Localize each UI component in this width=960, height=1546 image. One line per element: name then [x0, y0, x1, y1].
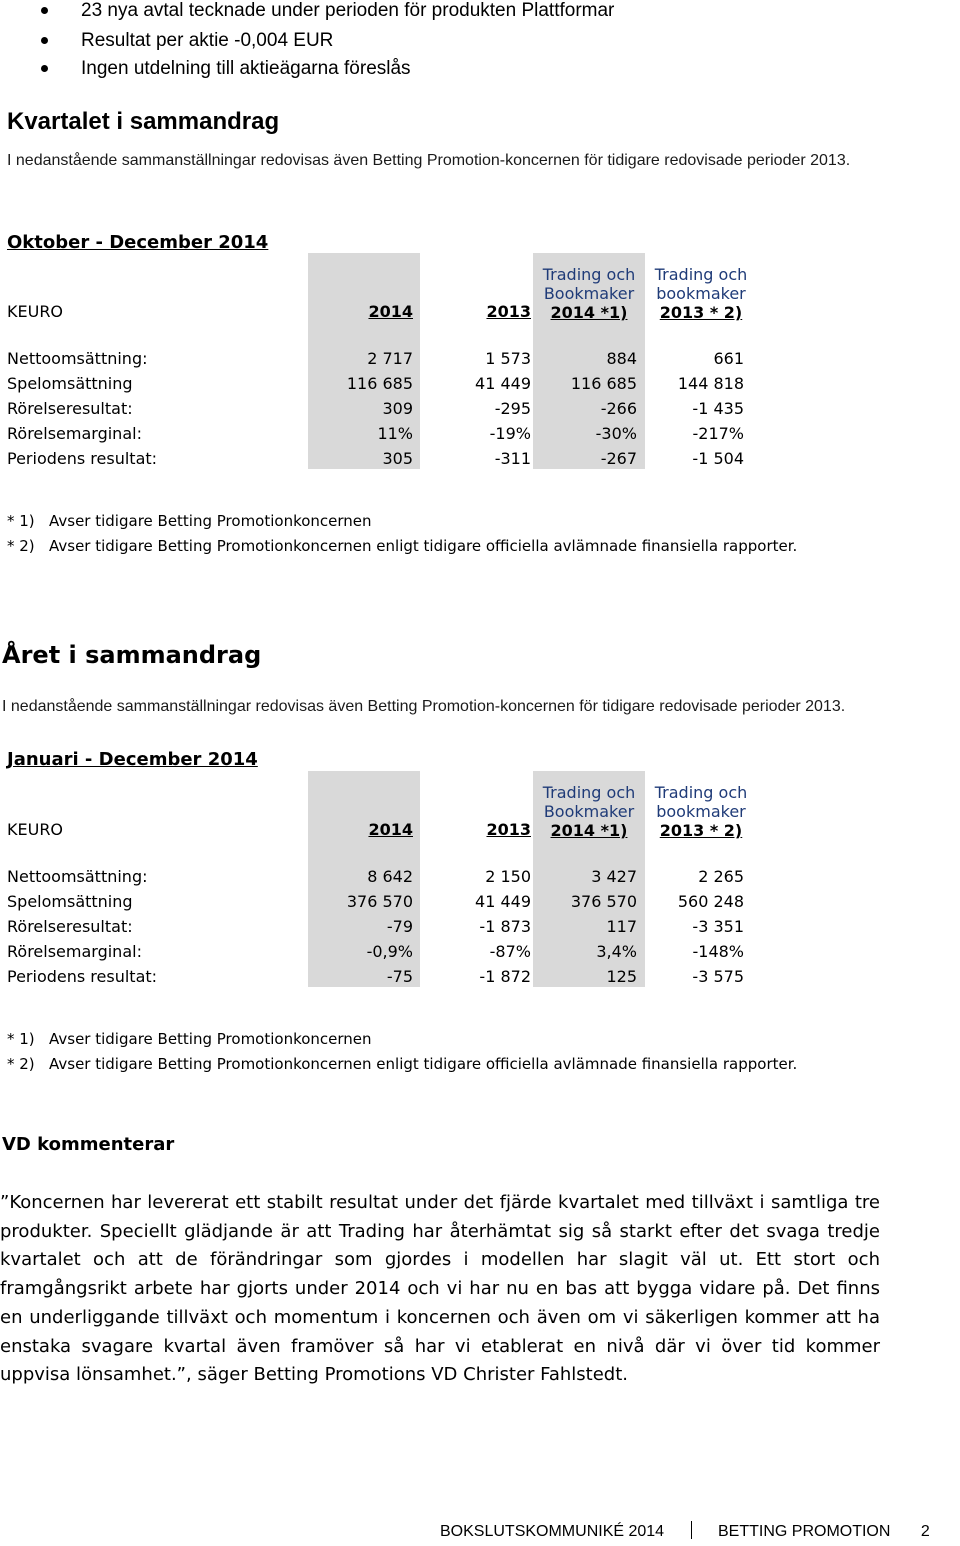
bullet-dot-icon: [41, 37, 48, 44]
table-cell: 8 642: [367, 867, 413, 886]
quarter-period-title: Oktober - December 2014: [7, 232, 269, 253]
table-cell: -148%: [692, 942, 744, 961]
row-label: Rörelsemarginal:: [7, 424, 142, 443]
table-cell: 3 427: [591, 867, 637, 886]
table-cell: 117: [606, 917, 637, 936]
row-label: Periodens resultat:: [7, 449, 158, 468]
table-cell: -30%: [595, 424, 637, 443]
table-cell: 11%: [377, 424, 413, 443]
footnote-key: * 1): [7, 1030, 35, 1048]
table-cell: 116 685: [570, 374, 637, 393]
table-cell: 309: [382, 399, 413, 418]
table-cell: -1 504: [692, 449, 744, 468]
year-period-title: Januari - December 2014: [7, 749, 258, 770]
table-cell: 376 570: [570, 892, 637, 911]
col-header-2013: 2013: [486, 302, 531, 321]
footnote: [7, 1030, 372, 1048]
header-line: Trading och: [542, 265, 636, 284]
footnote-text: Avser tidigare Betting Promotionkoncernen enligt tidigare officiella avlämnade finansiella rapporter.: [49, 1055, 798, 1073]
header-line: 2014 *1): [550, 821, 628, 840]
footnote-text: Avser tidigare Betting Promotionkoncernen: [49, 512, 372, 530]
footnote: [7, 1055, 797, 1073]
footer-doc-title: BOKSLUTSKOMMUNIKÉ 2014: [440, 1523, 665, 1540]
col-header-trading-2014: [533, 783, 645, 840]
table-cell: 1 573: [485, 349, 531, 368]
quarter-heading: Kvartalet i sammandrag: [7, 108, 280, 135]
table-cell: -1 435: [692, 399, 744, 418]
row-label: Rörelseresultat:: [7, 917, 133, 936]
row-label: Rörelsemarginal:: [7, 942, 142, 961]
quarter-table: [0, 252, 960, 472]
table-cell: -19%: [489, 424, 531, 443]
table-cell: 305: [382, 449, 413, 468]
row-label: Rörelseresultat:: [7, 399, 133, 418]
header-line: Trading och: [542, 783, 636, 802]
table-cell: -295: [494, 399, 531, 418]
bullet-text: Ingen utdelning till aktieägarna föreslås: [81, 58, 411, 79]
footer-company: BETTING PROMOTION: [717, 1523, 891, 1540]
table-cell: 116 685: [346, 374, 413, 393]
bullet-dot-icon: [41, 7, 48, 14]
table-cell: 560 248: [677, 892, 744, 911]
table-cell: -75: [386, 967, 413, 986]
row-label: Spelomsättning: [7, 892, 133, 911]
table-cell: -3 575: [692, 967, 744, 986]
header-line: 2013 * 2): [659, 821, 743, 840]
footnote-text: Avser tidigare Betting Promotionkoncernen enligt tidigare officiella avlämnade finansiella rapporter.: [49, 537, 798, 555]
table-cell: -79: [386, 917, 413, 936]
table-cell: 376 570: [346, 892, 413, 911]
table-cell: -87%: [489, 942, 531, 961]
quarter-intro: I nedanstående sammanställningar redovisas även Betting Promotion-koncernen för tidigare redovisade perioder 2013.: [7, 152, 851, 169]
col-header-2014: 2014: [368, 302, 413, 321]
header-line: Trading och: [654, 783, 748, 802]
footnote-key: * 2): [7, 1055, 35, 1073]
table-cell: 144 818: [677, 374, 744, 393]
col-header-trading-2014: [533, 265, 645, 322]
header-line: 2013 * 2): [659, 303, 743, 322]
bullet-text: Resultat per aktie -0,004 EUR: [81, 30, 334, 51]
table-cell: -267: [600, 449, 637, 468]
col-header-trading-2013: [645, 783, 757, 840]
year-intro: I nedanstående sammanställningar redovisas även Betting Promotion-koncernen för tidigare redovisade perioder 2013.: [2, 698, 846, 715]
footer-separator: [691, 1521, 692, 1539]
table-cell: -1 872: [479, 967, 531, 986]
footnote: [7, 512, 372, 530]
table-cell: 3,4%: [596, 942, 637, 961]
table-cell: 2 717: [367, 349, 413, 368]
bullet-dot-icon: [41, 65, 48, 72]
row-label: Nettoomsättning:: [7, 349, 148, 368]
header-line: Bookmaker: [543, 284, 635, 303]
table-cell: 661: [713, 349, 744, 368]
footnote-text: Avser tidigare Betting Promotionkoncernen: [49, 1030, 372, 1048]
header-line: bookmaker: [656, 802, 746, 821]
table-cell: 884: [606, 349, 637, 368]
table-cell: -1 873: [479, 917, 531, 936]
col-header-2013: 2013: [486, 820, 531, 839]
footnote-key: * 2): [7, 537, 35, 555]
table-cell: 2 265: [698, 867, 744, 886]
bullet-text: 23 nya avtal tecknade under perioden för produkten Plattformar: [81, 0, 615, 21]
table-cell: 41 449: [475, 374, 531, 393]
table-unit: KEURO: [7, 820, 64, 839]
table-cell: 2 150: [485, 867, 531, 886]
row-label: Periodens resultat:: [7, 967, 158, 986]
table-cell: -0,9%: [366, 942, 413, 961]
table-cell: -217%: [692, 424, 744, 443]
table-cell: -311: [494, 449, 531, 468]
table-cell: 125: [606, 967, 637, 986]
table-cell: -3 351: [692, 917, 744, 936]
table-cell: 41 449: [475, 892, 531, 911]
year-heading: Året i sammandrag: [2, 641, 262, 669]
footnote-key: * 1): [7, 512, 35, 530]
header-line: Trading och: [654, 265, 748, 284]
header-line: bookmaker: [656, 284, 746, 303]
footer-page-number: 2: [920, 1523, 930, 1540]
col-header-trading-2013: [645, 265, 757, 322]
col-header-2014: 2014: [368, 820, 413, 839]
vd-quote: ”Koncernen har levererat ett stabilt resultat under det fjärde kvartalet med tillväxt i samtliga tre produkter. Speciellt glädjande är att Trading har återhämtat sig så starkt efter det svaga tredje kvartalet och att de förändringar som gjordes i modellen har slagit väl ut. Ett stort och framgångsrikt arbete har gjorts under 2014 och vi har nu en bas att bygga vidare på. Det finns en underliggande tillväxt och momentum i koncernen och även om vi säkerligen kommer att ha enstaka svagare kvartal även framöver så har vi etablerat en nivå där vi över tid kommer uppvisa lönsamhet.”, säger Betting Promotions VD Christer Fahlstedt.: [0, 1192, 880, 1386]
vd-heading: VD kommenterar: [2, 1134, 175, 1155]
header-line: Bookmaker: [543, 802, 635, 821]
table-cell: -266: [600, 399, 637, 418]
table-unit: KEURO: [7, 302, 64, 321]
header-line: 2014 *1): [550, 303, 628, 322]
row-label: Nettoomsättning:: [7, 867, 148, 886]
footnote: [7, 537, 797, 555]
year-table: [0, 770, 960, 990]
page-footer: [440, 1521, 930, 1541]
row-label: Spelomsättning: [7, 374, 133, 393]
